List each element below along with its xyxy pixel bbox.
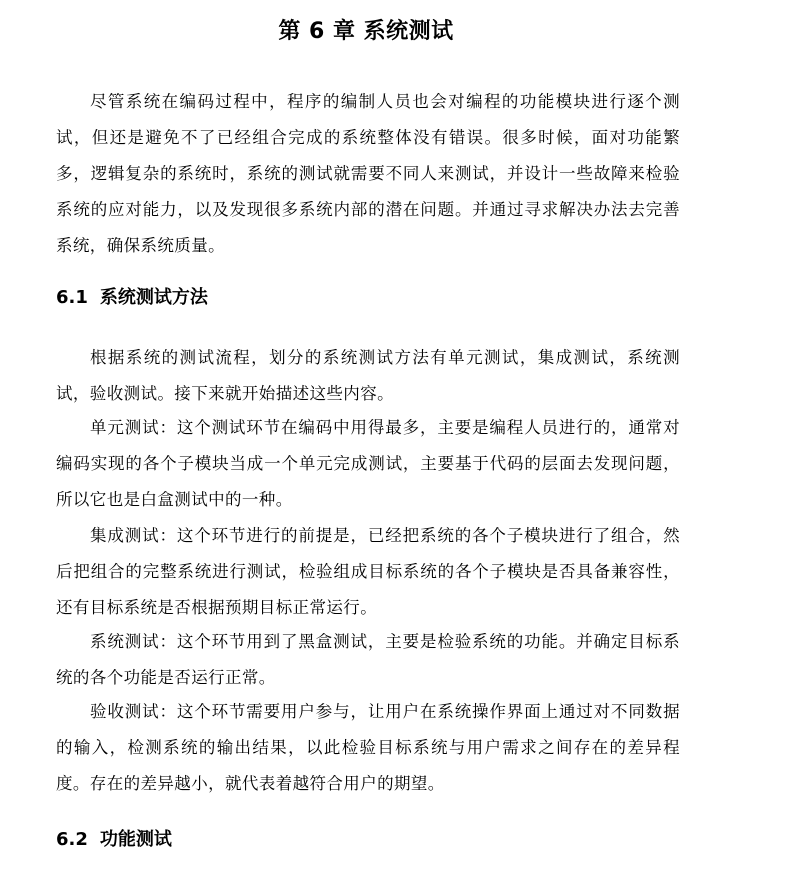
chapter-title: 第 6 章 系统测试 [278, 19, 454, 44]
section-heading-6-2 [56, 826, 172, 854]
paragraph-unit-test: 单元测试：这个测试环节在编码中用得最多，主要是编程人员进行的，通常对编码实现的各个子模块当成一个单元完成测试，主要基于代码的层面去发现问题，所以它也是白盒测试中的一种。 [56, 418, 680, 509]
section-title: 功能测试 [99, 829, 172, 850]
section-number: 6.1 [56, 287, 88, 308]
section-number: 6.2 [56, 829, 88, 850]
paragraph-test-methods: 根据系统的测试流程，划分的系统测试方法有单元测试，集成测试，系统测试，验收测试。接下来就开始描述这些内容。 [56, 348, 680, 403]
paragraph-integration-test: 集成测试：这个环节进行的前提是，已经把系统的各个子模块进行了组合，然后把组合的完整系统进行测试，检验组成目标系统的各个子模块是否具备兼容性，还有目标系统是否根据预期目标正常运行。 [56, 526, 680, 617]
paragraph-system-test: 系统测试：这个环节用到了黑盒测试，主要是检验系统的功能。并确定目标系统的各个功能是否运行正常。 [56, 632, 680, 687]
section-title: 系统测试方法 [99, 287, 208, 308]
paragraph-acceptance-test: 验收测试：这个环节需要用户参与，让用户在系统操作界面上通过对不同数据的输入，检测系统的输出结果，以此检验目标系统与用户需求之间存在的差异程度。存在的差异越小，就代表着越符合用户的期望。 [56, 702, 680, 793]
intro-paragraph: 尽管系统在编码过程中，程序的编制人员也会对编程的功能模块进行逐个测试，但还是避免不了已经组合完成的系统整体没有错误。很多时候，面对功能繁多，逻辑复杂的系统时，系统的测试就需要不同人来测试，并设计一些故障来检验系统的应对能力，以及发现很多系统内部的潜在问题。并通过寻求解决办法去完善系统，确保系统质量。 [56, 92, 680, 255]
section-heading-6-1 [56, 284, 208, 312]
